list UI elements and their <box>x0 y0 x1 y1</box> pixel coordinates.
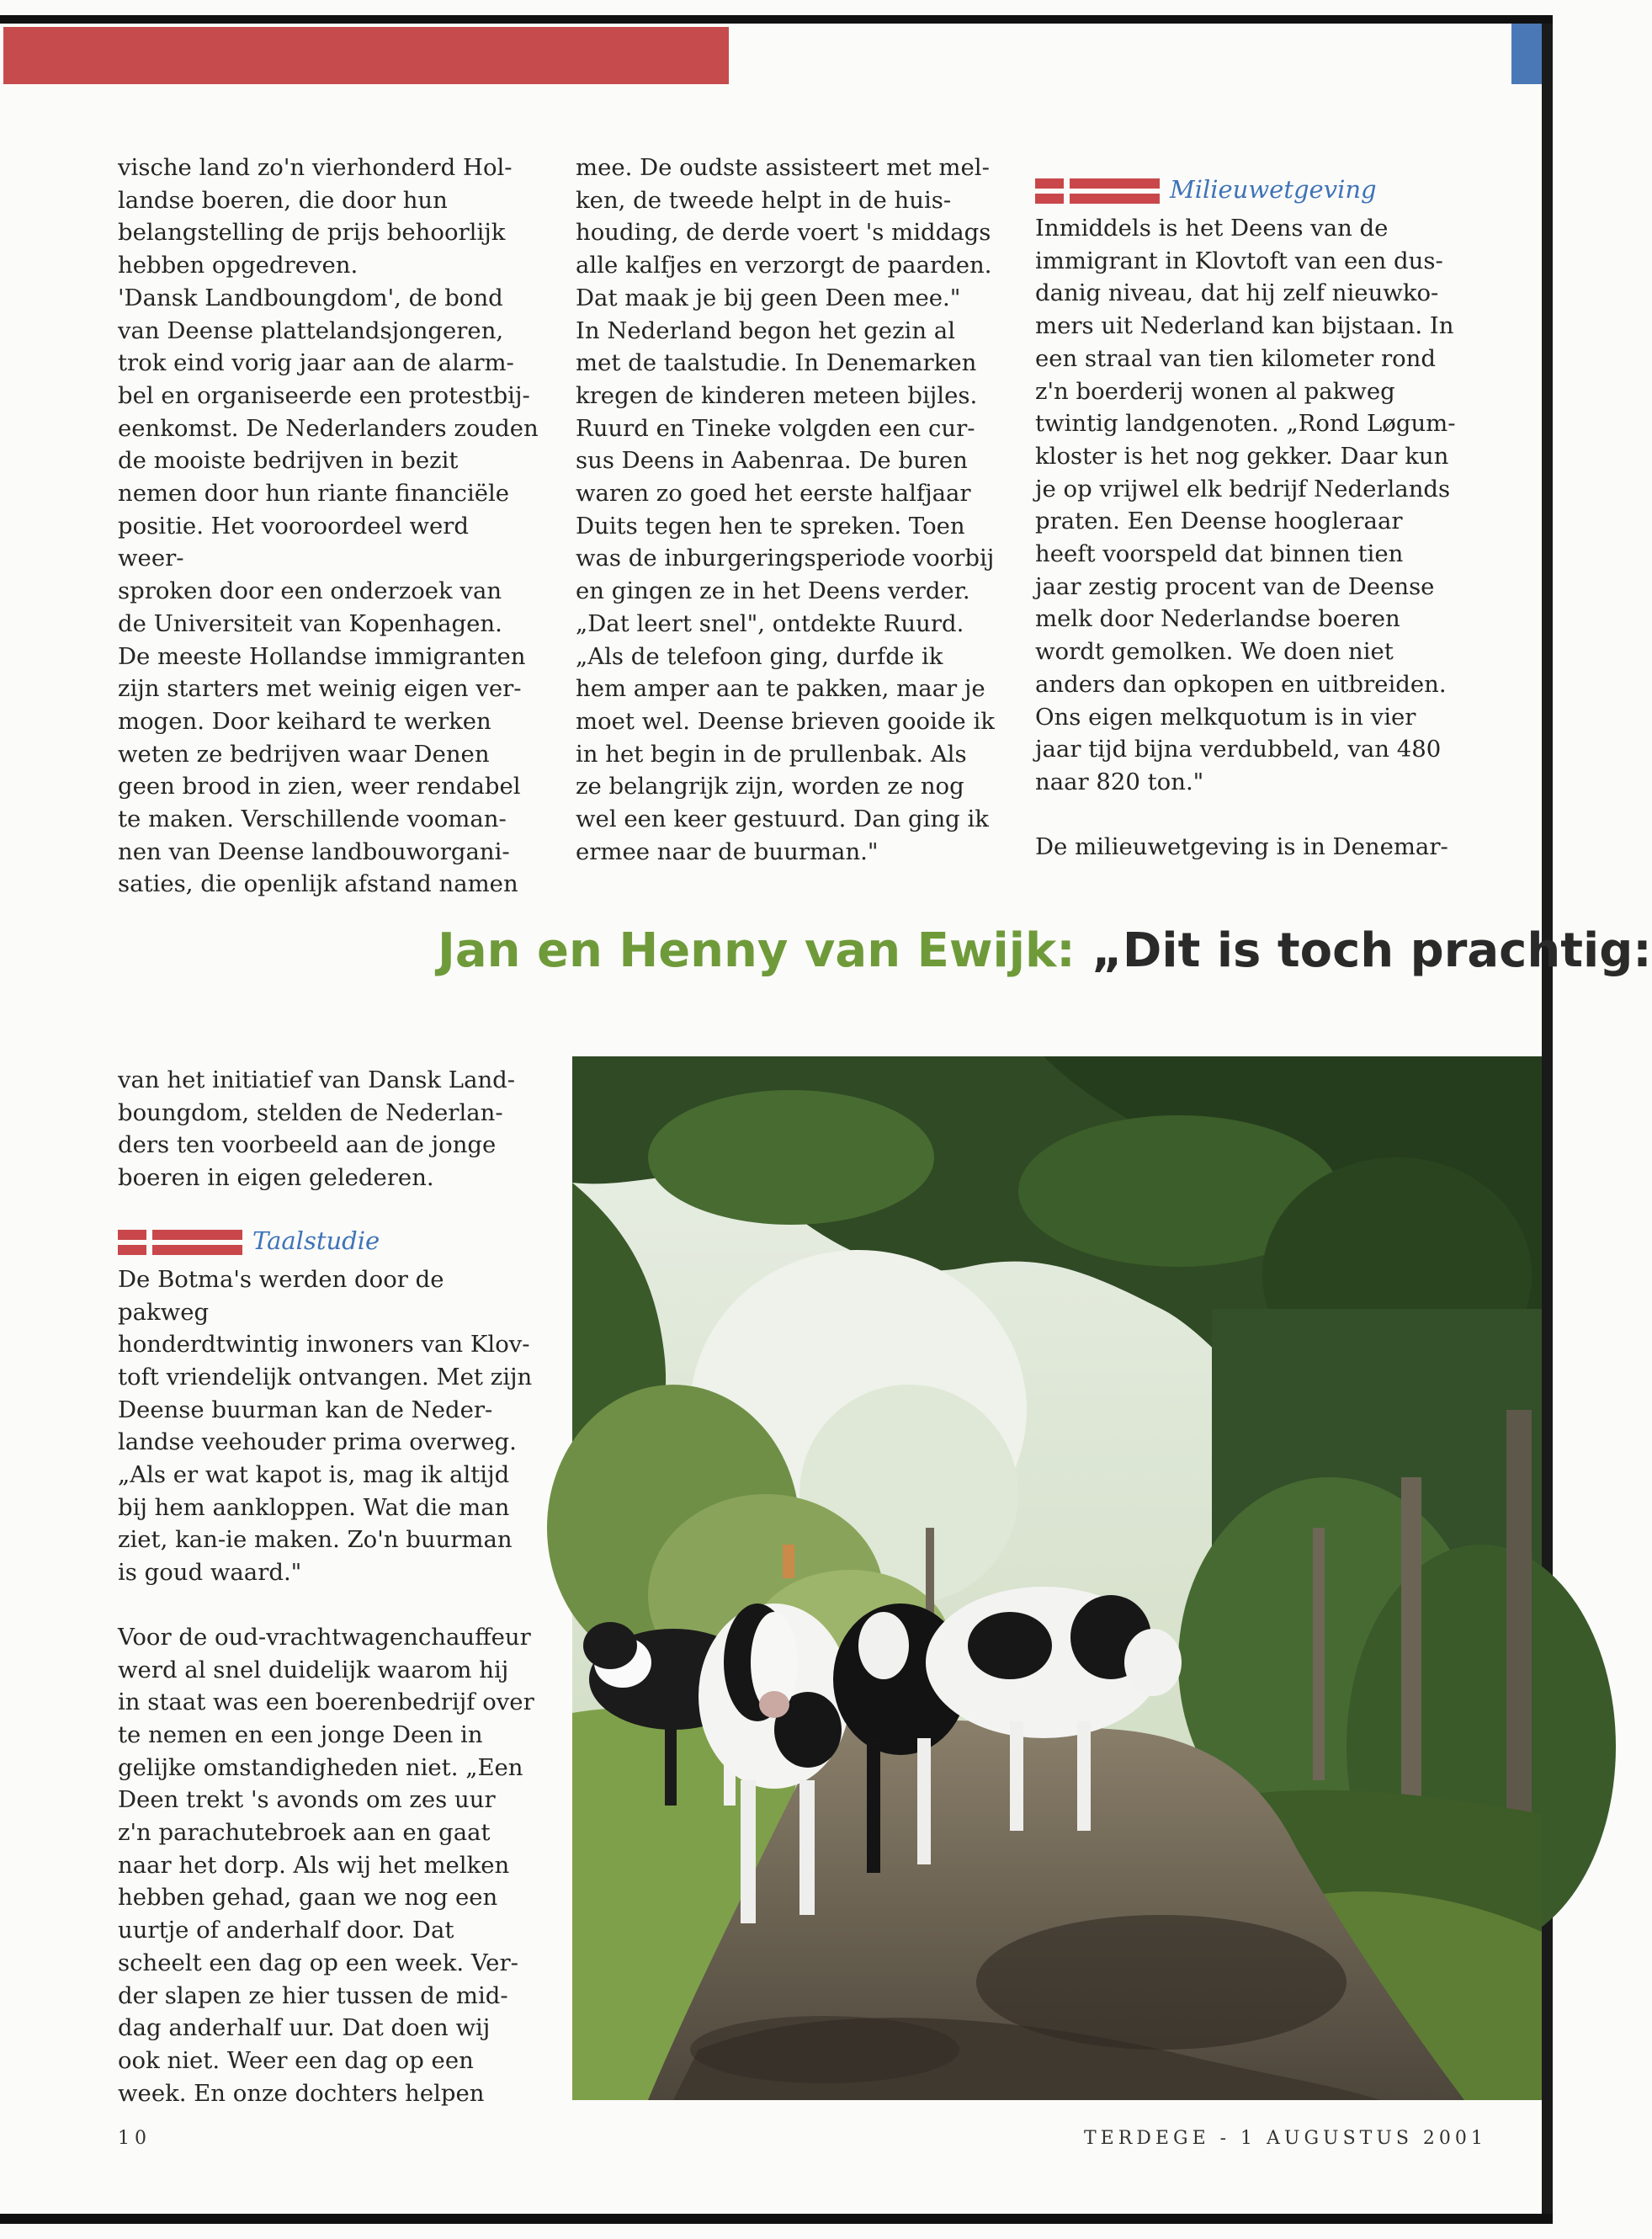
text-line: Duits tegen hen te spreken. Toen <box>576 512 965 540</box>
article-paragraph <box>118 1621 539 2110</box>
text-line: 'Dansk Landboungdom', de bond <box>118 284 503 311</box>
text-line: mee. De oudste assisteert met mel- <box>576 154 990 181</box>
text-line: positie. Het vooroordeel werd weer- <box>118 512 470 572</box>
text-line: naar 820 ton." <box>1035 768 1204 795</box>
page-number: 10 <box>118 2128 151 2149</box>
text-line: geen brood in zien, weer rendabel <box>118 773 521 800</box>
text-line: Dat maak je bij geen Deen mee." <box>576 284 961 311</box>
article-paragraph <box>118 1064 539 1194</box>
publication-footer: TERDEGE - 1 AUGUSTUS 2001 <box>1084 2128 1487 2149</box>
text-line: hebben gehad, gaan we nog een <box>118 1884 498 1912</box>
text-line: moet wel. Deense brieven gooide ik <box>576 707 995 735</box>
text-line: heeft voorspeld dat binnen tien <box>1035 540 1404 568</box>
text-line: z'n boerderij wonen al pakweg <box>1035 377 1395 405</box>
text-line: jaar tijd bijna verdubbeld, van 480 <box>1035 736 1442 763</box>
text-line: en gingen ze in het Deens verder. <box>576 577 970 605</box>
text-line: houding, de derde voert 's middags <box>576 219 991 247</box>
text-line: te maken. Verschillende vooman- <box>118 806 507 833</box>
text-line: vische land zo'n vierhonderd Hol- <box>118 154 513 181</box>
text-line: de mooiste bedrijven in bezit <box>118 447 459 475</box>
bottom-rule <box>0 2214 1553 2224</box>
text-line: week. En onze dochters helpen <box>118 2079 485 2107</box>
text-line: bij hem aankloppen. Wat die man <box>118 1493 510 1521</box>
text-line: dag anderhalf uur. Dat doen wij <box>118 2014 491 2042</box>
article-column-2-top <box>576 152 1013 868</box>
article-paragraph <box>118 1263 539 1589</box>
text-line: ken, de tweede helpt in de huis- <box>576 186 952 214</box>
text-line: honderdtwintig inwoners van Klov- <box>118 1331 530 1359</box>
text-line: met de taalstudie. In Denemarken <box>576 349 977 377</box>
text-line: boungdom, stelden de Nederlan- <box>118 1098 503 1126</box>
text-line: landse boeren, die door hun <box>118 186 448 214</box>
text-line: bel en organiseerde een protestbij- <box>118 381 530 409</box>
text-line: wel een keer gestuurd. Dan ging ik <box>576 806 989 833</box>
text-line: hem amper aan te pakken, maar je <box>576 675 985 703</box>
text-line: hebben opgedreven. <box>118 252 359 279</box>
text-line: melk door Nederlandse boeren <box>1035 605 1400 633</box>
text-line: trok eind vorig jaar aan de alarm- <box>118 349 514 377</box>
subhead-milieuwetgeving <box>1035 172 1473 212</box>
text-line: ermee naar de buurman." <box>576 838 879 865</box>
text-line: alle kalfjes en verzorgt de paarden. <box>576 252 992 279</box>
subhead-label: Taalstudie <box>252 1226 380 1255</box>
text-line: landse veehouder prima overweg. <box>118 1428 517 1456</box>
text-line: uurtje of anderhalf door. Dat <box>118 1917 454 1944</box>
text-line: wordt gemolken. We doen niet <box>1035 638 1394 666</box>
text-line: De meeste Hollandse immigranten <box>118 642 526 670</box>
text-line: nen van Deense landbouworgani- <box>118 838 510 865</box>
text-line: werd al snel duidelijk waarom hij <box>118 1656 509 1683</box>
headline-name: Jan en Henny van Ewijk: <box>438 923 1076 978</box>
text-line: gelijke omstandigheden niet. „Een <box>118 1753 523 1781</box>
text-line: kregen de kinderen meteen bijles. <box>576 381 978 409</box>
article-headline <box>438 917 1652 985</box>
text-line: Inmiddels is het Deens van de <box>1035 215 1389 242</box>
text-line: naar het dorp. Als wij het melken <box>118 1851 510 1879</box>
text-line: een straal van tien kilometer rond <box>1035 344 1436 372</box>
article-paragraph <box>1035 212 1473 799</box>
text-line: ook niet. Weer een dag op een <box>118 2046 474 2074</box>
top-rule <box>0 15 1553 24</box>
text-line: je op vrijwel elk bedrijf Nederlands <box>1035 475 1451 503</box>
text-line: boeren in eigen gelederen. <box>118 1164 434 1192</box>
text-line: Ons eigen melkquotum is in vier <box>1035 703 1416 731</box>
text-line: Deen trekt 's avonds om zes uur <box>118 1786 496 1814</box>
text-line: anders dan opkopen en uitbreiden. <box>1035 670 1447 698</box>
danish-flag-icon <box>118 1226 242 1258</box>
text-line: praten. Een Deense hoogleraar <box>1035 508 1403 535</box>
text-line: De Botma's werden door de pakweg <box>118 1265 444 1326</box>
text-line: sus Deens in Aabenraa. De buren <box>576 447 968 475</box>
headline-quote: „Dit is toch prachtig: <box>1092 923 1652 978</box>
text-line: immigrant in Klovtoft van een dus- <box>1035 247 1443 274</box>
text-line: toft vriendelijk ontvangen. Met zijn <box>118 1363 533 1391</box>
article-column-1-bottom <box>118 1064 539 2109</box>
text-line: eenkomst. De Nederlanders zouden <box>118 414 539 442</box>
text-line: zijn starters met weinig eigen ver- <box>118 675 522 703</box>
cows-on-forest-path-photo <box>572 1056 1542 2100</box>
text-line: ders ten voorbeeld aan de jonge <box>118 1131 497 1159</box>
text-line: de Universiteit van Kopenhagen. <box>118 609 502 637</box>
text-line: z'n parachutebroek aan en gaat <box>118 1819 491 1847</box>
subhead-taalstudie <box>118 1223 539 1263</box>
text-line: scheelt een dag op een week. Ver- <box>118 1949 518 1976</box>
text-line: waren zo goed het eerste halfjaar <box>576 480 971 508</box>
article-column-3-top <box>1035 172 1473 863</box>
text-line: ze belangrijk zijn, worden ze nog <box>576 773 964 800</box>
text-line: weten ze bedrijven waar Denen <box>118 740 490 768</box>
text-line: is goud waard." <box>118 1559 302 1587</box>
text-line: van het initiatief van Dansk Land- <box>118 1066 516 1093</box>
text-line: saties, die openlijk afstand namen <box>118 870 518 898</box>
text-line: ziet, kan-ie maken. Zo'n buurman <box>118 1526 513 1554</box>
text-line: In Nederland begon het gezin al <box>576 316 955 344</box>
text-line: der slapen ze hier tussen de mid- <box>118 1981 508 2009</box>
text-line: danig niveau, dat hij zelf nieuwko- <box>1035 279 1439 307</box>
text-line: jaar zestig procent van de Deense <box>1035 572 1435 600</box>
text-line: „Als er wat kapot is, mag ik altijd <box>118 1461 510 1489</box>
header-color-band-blue <box>1511 24 1542 84</box>
text-line: „Als de telefoon ging, durfde ik <box>576 642 943 670</box>
text-line: Deense buurman kan de Neder- <box>118 1396 493 1423</box>
text-line: te nemen en een jonge Deen in <box>118 1720 483 1748</box>
text-line: mers uit Nederland kan bijstaan. In <box>1035 312 1454 340</box>
text-line: twintig landgenoten. „Rond Løgum- <box>1035 410 1456 438</box>
text-line: „Dat leert snel", ontdekte Ruurd. <box>576 609 964 637</box>
text-line: Voor de oud-vrachtwagenchauffeur <box>118 1623 531 1651</box>
article-paragraph-continuation: De milieuwetgeving is in Denemar- <box>1035 832 1448 860</box>
text-line: in het begin in de prullenbak. Als <box>576 740 967 768</box>
text-line: sproken door een onderzoek van <box>118 577 502 605</box>
subhead-label: Milieuwetgeving <box>1170 175 1377 204</box>
header-color-band-red <box>3 27 729 84</box>
text-line: Ruurd en Tineke volgden een cur- <box>576 414 975 442</box>
article-column-1-top <box>118 152 539 901</box>
text-line: was de inburgeringsperiode voorbij <box>576 545 995 572</box>
text-line: in staat was een boerenbedrijf over <box>118 1689 534 1716</box>
text-line: van Deense plattelandsjongeren, <box>118 316 504 344</box>
text-line: nemen door hun riante financiële <box>118 480 510 508</box>
danish-flag-icon <box>1035 175 1160 207</box>
text-line: belangstelling de prijs behoorlijk <box>118 219 506 247</box>
text-line: kloster is het nog gekker. Daar kun <box>1035 442 1449 470</box>
text-line: mogen. Door keihard te werken <box>118 707 491 735</box>
